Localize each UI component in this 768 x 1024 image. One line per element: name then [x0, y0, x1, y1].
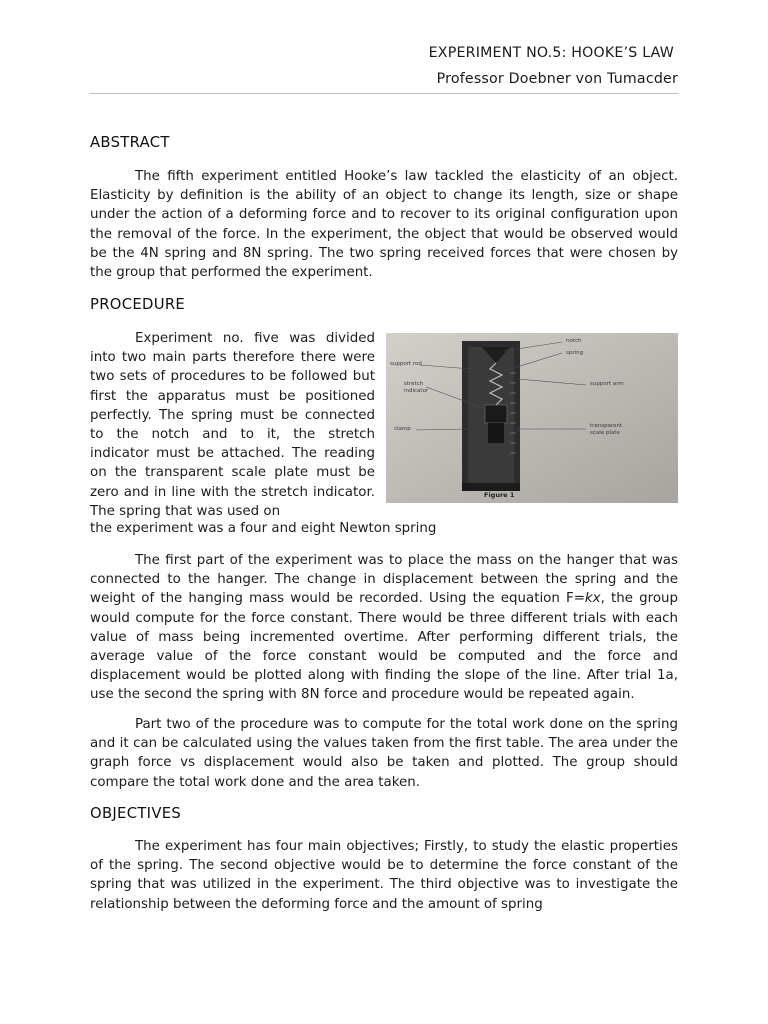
procedure-intro-last-line: the experiment was a four and eight Newton spring — [90, 521, 437, 536]
header-title: EXPERIMENT NO.5: HOOKE’S LAW — [428, 45, 674, 61]
objectives-paragraph: The experiment has four main objectives; Firstly, to study the elastic properties of the spring. The second objective would be to determine the force constant of the spring that was utilized in the experiment. The third objective was to investigate the relationship between the deforming force and the amount of spring — [90, 839, 678, 912]
header-professor: Professor Doebner von Tumacder — [436, 71, 678, 87]
page-header — [90, 43, 678, 94]
label-support-rod: support rod — [390, 361, 422, 367]
label-stretch-indicator-1: stretch — [404, 381, 424, 387]
label-scale-plate-1: transparent — [590, 423, 623, 429]
equation-variable: kx — [584, 591, 601, 607]
apparatus-illustration — [386, 333, 678, 503]
procedure-paragraph-2 — [90, 551, 678, 705]
figure-caption: Figure 1 — [484, 491, 515, 499]
procedure-paragraph-2-after: , the group would compute for the force constant. There would be three different trials with each value of mass being incremented overtime. After performing different trials, the average value of the force constant would be computed and the force and displacement would be plotted along with finding the slope of the line. After trial 1a, use the second the spring with 8N force and procedure would be repeated again. — [90, 591, 678, 703]
label-notch: notch — [566, 338, 582, 344]
label-spring: spring — [566, 350, 584, 356]
label-support-arm: support arm — [590, 381, 624, 387]
apparatus-figure — [386, 333, 678, 503]
label-scale-plate-2: scale plate — [590, 430, 620, 436]
procedure-intro-paragraph: Experiment no. five was divided into two main parts therefore there were two sets of procedures to be followed but first the apparatus must be positioned perfectly. The spring must be connected to the notch and to it, the stretch indicator must be attached. The reading on the transparent scale plate must be zero and in line with the stretch indicator. The spring that was used on — [90, 331, 375, 519]
procedure-paragraph-2-before: The first part of the experiment was to place the mass on the hanger that was connected to the hanger. The change in displacement between the spring and the weight of the hanging mass would be recorded. Using the equation F= — [90, 553, 678, 607]
abstract-paragraph: The fifth experiment entitled Hooke’s law tackled the elasticity of an object. Elasticity by definition is the ability of an object to change its length, size or shape under the action of a deforming force and to recover to its original configuration upon the removal of the force. In the experiment, the object that would be observed would be the 4N spring and 8N spring. The two spring received forces that were chosen by the group that performed the experiment. — [90, 169, 678, 281]
label-clamp: clamp — [394, 426, 411, 432]
abstract-heading: ABSTRACT — [90, 134, 170, 151]
procedure-heading: PROCEDURE — [90, 296, 186, 313]
objectives-heading: OBJECTIVES — [90, 805, 182, 822]
procedure-intro-block — [90, 329, 678, 539]
procedure-paragraph-3: Part two of the procedure was to compute for the total work done on the spring and it can be calculated using the values taken from the first table. The area under the graph force vs displacement would also be taken and plotted. The group should compare the total work done and the area taken. — [90, 717, 678, 790]
label-stretch-indicator-2: indicator — [404, 388, 429, 394]
